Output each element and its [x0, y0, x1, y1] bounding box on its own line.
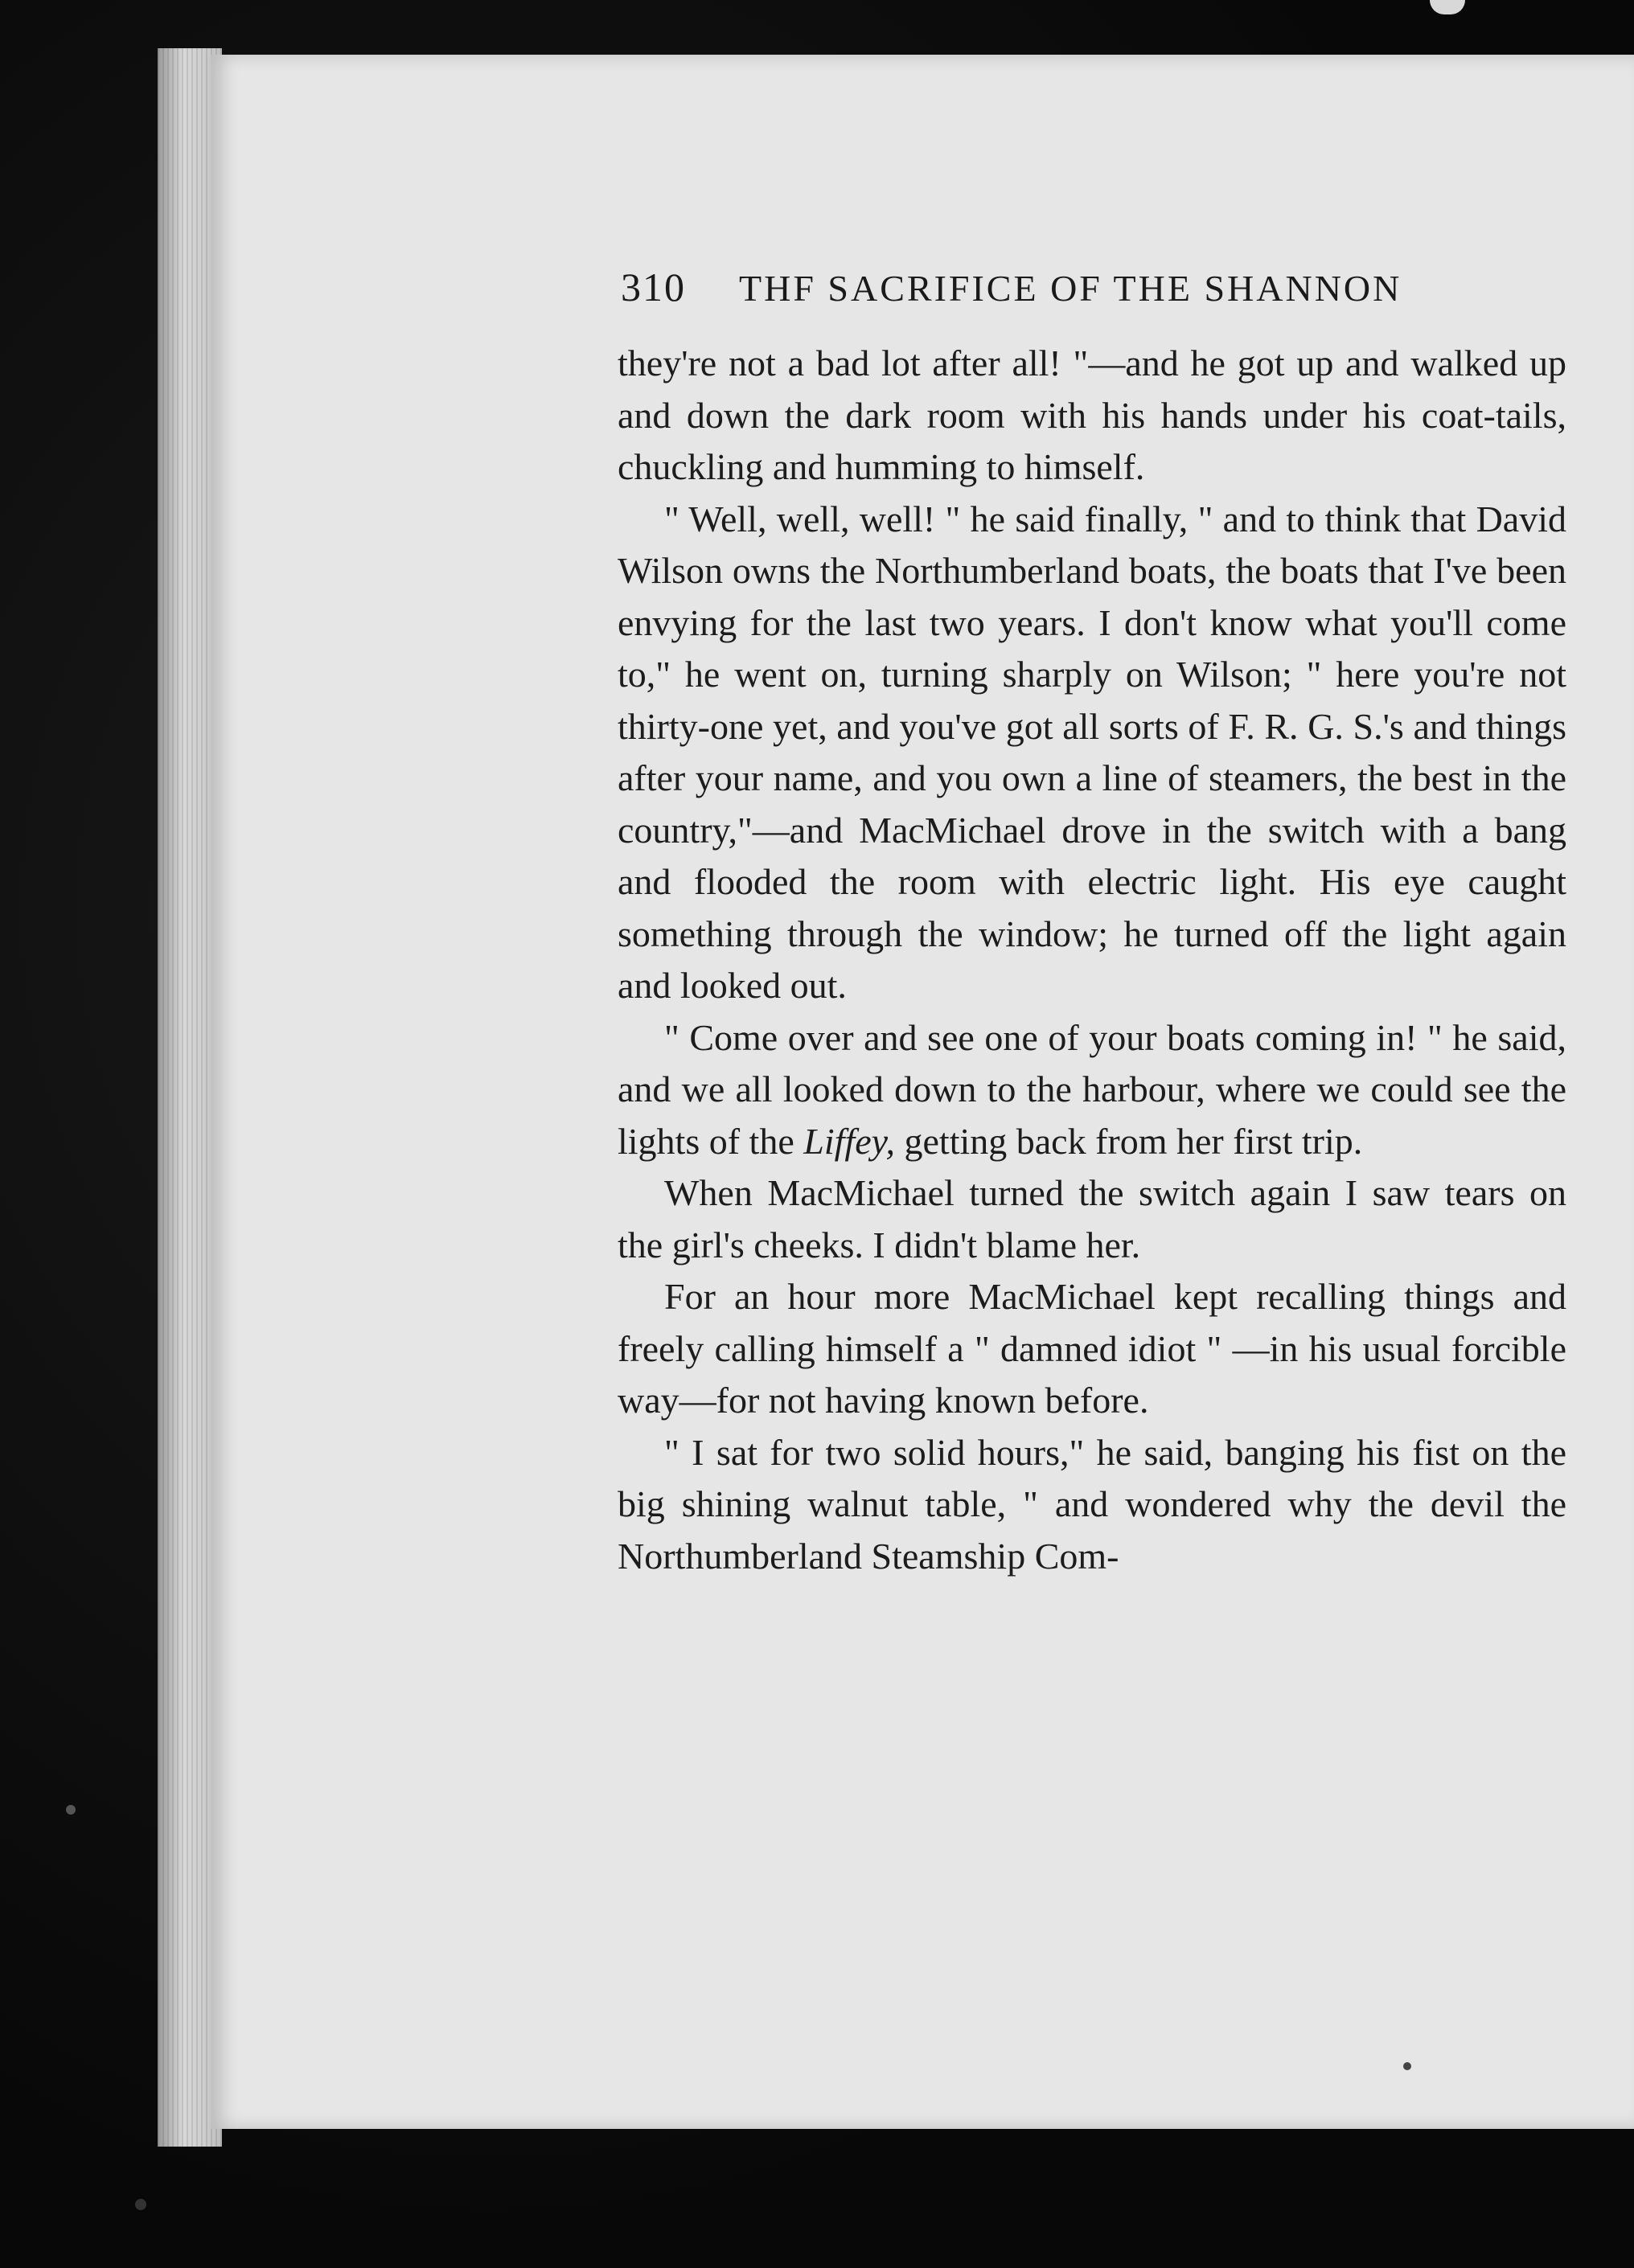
page-number: 310: [621, 265, 686, 310]
paragraph-text: they're not a bad lot after all! "—and he got up and walked up and down the dark room with his hands under his coat-tails, chuckling and humming to himself.: [618, 342, 1566, 487]
paragraph-text: getting back from her first trip.: [895, 1120, 1363, 1162]
paragraph: [618, 1167, 1566, 1271]
paragraph-text: " I sat for two solid hours," he said, banging his fist on the big shining walnut table, " and wondered why the devil the Northumberland Steamship Com-: [618, 1431, 1566, 1577]
paragraph-text: " Come over and see one of your boats coming in! " he said, and we all looked down to the harbour, where we could see the lights of the: [618, 1016, 1566, 1162]
dust-speck: [135, 2199, 146, 2210]
paragraph: [618, 1012, 1566, 1168]
ship-name: Liffey,: [803, 1120, 895, 1162]
paragraph: [618, 494, 1566, 1012]
dust-speck: [66, 1805, 76, 1815]
paragraph-text: When MacMichael turned the switch again I saw tears on the girl's cheeks. I didn't blame her.: [618, 1172, 1566, 1265]
paragraph-text: For an hour more MacMichael kept recalling things and freely calling himself a " damned idiot " —in his usual forcible way—for not having known before.: [618, 1276, 1566, 1421]
paragraph-text: " Well, well, well! " he said finally, " and to think that David Wilson owns the Northumberland boats, the boats that I've been envying for the last two years. I don't know what you'll come to," he went on, turning sharply on Wilson; " here you're not thirty-one yet, and you've got all sorts of F. R. G. S.'s and things after your name, and you own a line of steamers, the best in the country,"—and MacMichael drove in the switch with a bang and flooded the room with electric light. His eye caught something through the window; he turned off the light again and looked out.: [618, 498, 1566, 1006]
page-header: [621, 264, 1570, 320]
running-title: THF SACRIFICE OF THE SHANNON: [739, 268, 1402, 309]
paragraph: [618, 1271, 1566, 1427]
paragraph: [618, 1427, 1566, 1583]
paragraph: [618, 338, 1566, 494]
dust-speck: [1403, 2062, 1411, 2070]
body-text: [618, 338, 1566, 1582]
